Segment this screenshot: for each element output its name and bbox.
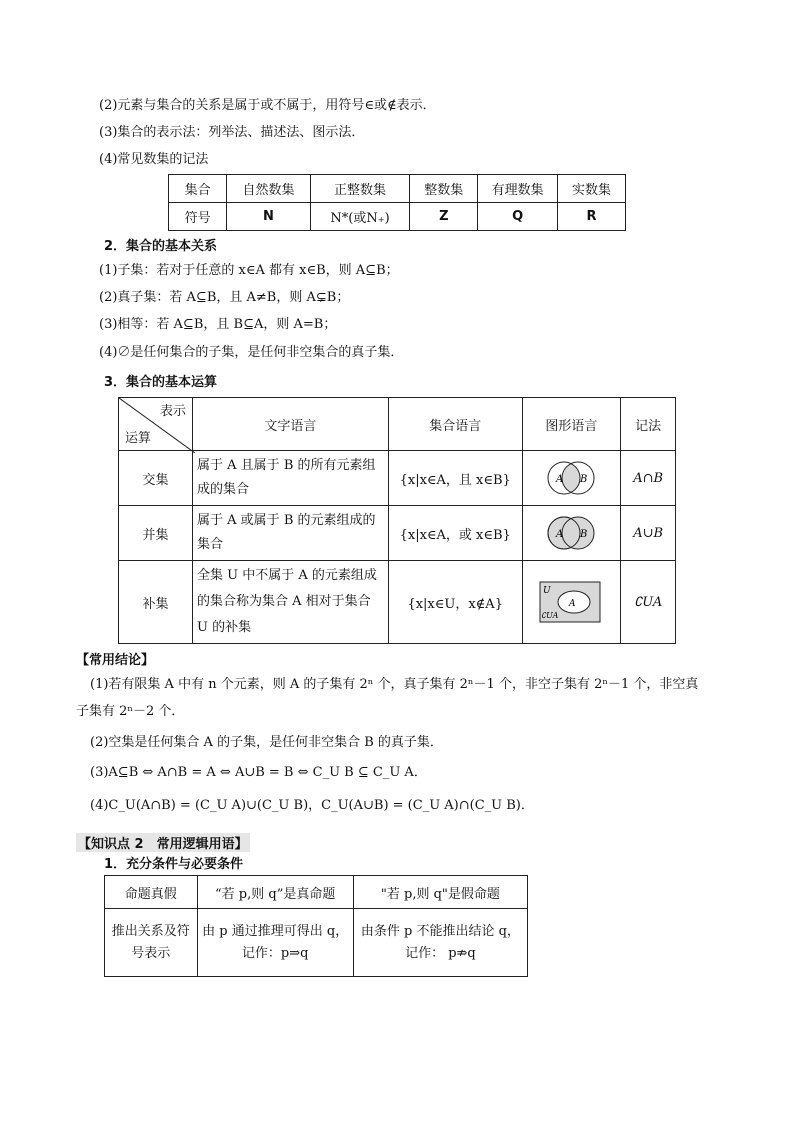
knowledge-2-sub: 1．充分条件与必要条件 — [104, 857, 244, 872]
diagonal-header-cell — [119, 398, 193, 451]
cell: 集合 — [169, 175, 227, 203]
text-number-sets: (4)常见数集的记法 — [99, 152, 209, 167]
venn-complement-diagram — [538, 580, 604, 624]
knowledge-2-title: 【知识点 2 常用逻辑用语】 — [76, 833, 250, 852]
op-name: 补集 — [119, 561, 193, 644]
header-notation: 记法 — [621, 398, 676, 451]
table-row — [119, 561, 676, 644]
conclusion-2: (2)空集是任何集合 A 的子集，是任何非空集合 B 的真子集． — [90, 735, 443, 750]
cell: 实数集 — [557, 175, 625, 203]
op-text: 属于 A 且属于 B 的所有元素组成的集合 — [193, 451, 389, 506]
op-set: {x|x∈U，x∉A} — [388, 561, 522, 644]
text-element-relation: (2)元素与集合的关系是属于或不属于，用符号∈或∉表示． — [99, 98, 436, 113]
text-representation-methods: (3)集合的表示法：列举法、描述法、图示法． — [99, 125, 365, 140]
relation-item: (1)子集：若对于任意的 x∈A 都有 x∈B，则 A⊆B； — [99, 263, 399, 278]
venn-label-b: B — [580, 474, 588, 485]
cell: 符号 — [169, 203, 227, 231]
op-set: {x|x∈A，或 x∈B} — [388, 506, 522, 561]
conclusion-4: (4)C_U(A∩B) = (C_U A)∪(C_U B)，C_U(A∪B) = (C_U A)∩(C_U B)． — [90, 798, 534, 813]
logic-header: "若 p,则 q"是假命题 — [353, 876, 527, 909]
logic-header: “若 p,则 q”是真命题 — [197, 876, 353, 909]
logic-false-line2: 记作： p⇏q — [405, 945, 476, 961]
venn-union — [522, 506, 621, 561]
venn-complement — [522, 561, 621, 644]
conclusion-3: (3)A⊆B ⇔ A∩B = A ⇔ A∪B = B ⇔ C_U B ⊆ C_U A． — [90, 765, 427, 780]
venn-label-cua: ∁UA — [541, 611, 559, 620]
cell: 自然数集 — [227, 175, 311, 203]
cell: N*(或N₊) — [310, 203, 410, 231]
cell: R — [557, 203, 625, 231]
venn-union-diagram — [536, 511, 606, 555]
op-set: {x|x∈A，且 x∈B} — [388, 451, 522, 506]
cell: N — [227, 203, 311, 231]
conclusions-title: 【常用结论】 — [76, 653, 155, 668]
relation-item: (4)∅是任何集合的子集，是任何非空集合的真子集． — [99, 345, 404, 360]
logic-false-cell — [353, 909, 527, 977]
header-graphic-language: 图形语言 — [522, 398, 621, 451]
conclusion-1b: 子集有 2ⁿ－2 个． — [76, 704, 185, 719]
header-represent: 表示 — [160, 404, 187, 419]
op-notation: A∪B — [621, 506, 676, 561]
section-3-title: 3．集合的基本运算 — [104, 375, 218, 390]
venn-label-b: B — [580, 529, 588, 540]
op-notation: A∩B — [621, 451, 676, 506]
number-set-table — [168, 174, 626, 231]
cell: 整数集 — [410, 175, 478, 203]
logic-false-line1: 由条件 p 不能推出结论 q， — [360, 923, 520, 939]
table-row — [119, 451, 676, 506]
logic-true-line1: 由 p 通过推理可得出 q， — [202, 923, 349, 939]
cell: Z — [410, 203, 478, 231]
op-name: 交集 — [119, 451, 193, 506]
conclusion-1a: (1)若有限集 A 中有 n 个元素，则 A 的子集有 2ⁿ 个，真子集有 2ⁿ－1 个，非空子集有 2ⁿ－1 个，非空真 — [90, 677, 699, 692]
op-name: 并集 — [119, 506, 193, 561]
relation-item: (2)真子集：若 A⊆B，且 A≠B，则 A⊊B； — [99, 290, 350, 305]
cell: 有理数集 — [478, 175, 558, 203]
logic-true-line2: 记作：p⇒q — [241, 945, 309, 961]
logic-true-cell — [197, 909, 353, 977]
cell: 正整数集 — [310, 175, 410, 203]
header-set-language: 集合语言 — [388, 398, 522, 451]
logic-table — [104, 875, 528, 977]
logic-row-label: 推出关系及符号表示 — [105, 909, 198, 977]
op-notation: ∁UA — [621, 561, 676, 644]
venn-label-a: A — [556, 529, 564, 540]
logic-header: 命题真假 — [105, 876, 198, 909]
op-text: 属于 A 或属于 B 的元素组成的集合 — [193, 506, 389, 561]
cell: Q — [478, 203, 558, 231]
venn-intersection — [522, 451, 621, 506]
op-text: 全集 U 中不属于 A 的元素组成的集合称为集合 A 相对于集合 U 的补集 — [193, 561, 389, 644]
table-row — [119, 506, 676, 561]
set-operations-table — [118, 397, 676, 644]
header-text-language: 文字语言 — [193, 398, 389, 451]
section-2-title: 2．集合的基本关系 — [104, 239, 218, 254]
relation-item: (3)相等：若 A⊆B，且 B⊆A，则 A=B； — [99, 317, 337, 332]
venn-label-a: A — [569, 599, 576, 609]
venn-intersection-diagram — [536, 456, 606, 500]
header-operation: 运算 — [125, 431, 152, 446]
venn-label-u: U — [543, 586, 552, 596]
venn-label-a: A — [556, 474, 564, 485]
